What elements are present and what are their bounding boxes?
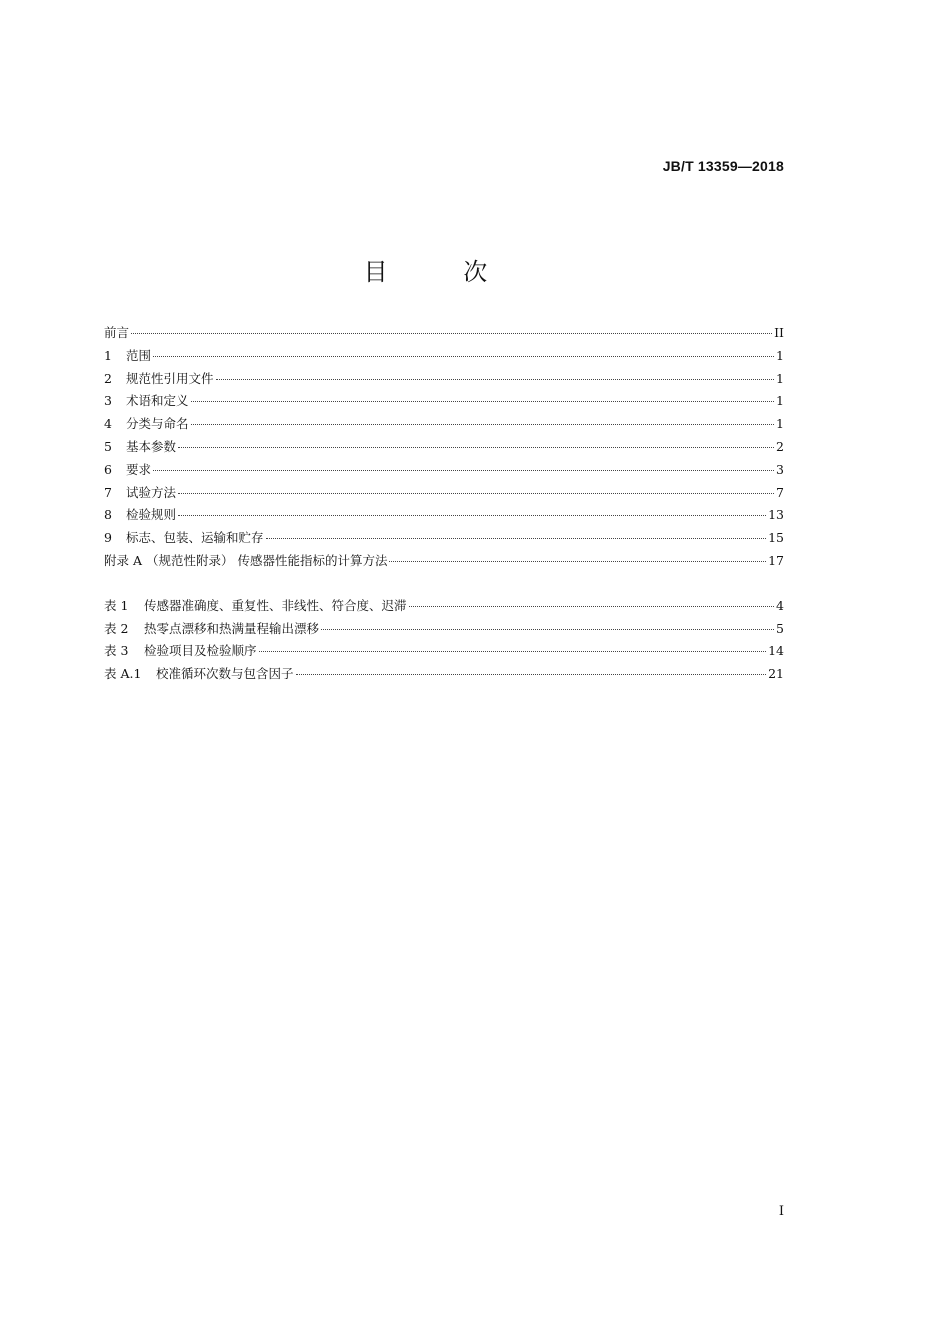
toc-table-number: 表 1 [104,597,129,613]
toc-leader-dots [153,466,774,471]
toc-table-entry-1[interactable] [104,595,784,618]
toc-entry-number: 1 [104,347,112,363]
page-title: 目 次 [363,258,522,286]
toc-entry-label: 范围 [126,347,152,363]
toc-entry-1[interactable] [104,345,784,368]
toc-leader-dots [389,557,766,562]
toc-entry-number: 9 [104,530,112,546]
toc-table-number: 表 A.1 [104,666,142,682]
page-number: I [778,1204,784,1219]
toc-leader-dots [153,352,774,357]
toc-spacer [104,573,784,595]
toc-entry-label: 附录 A （规范性附录） 传感器性能指标的计算方法 [104,552,388,568]
toc-entry-label: 校准循环次数与包含因子 [156,666,294,682]
toc-entry-2[interactable] [104,368,784,391]
toc-entry-foreword[interactable] [104,322,784,345]
toc-leader-dots [178,511,766,516]
toc-leader-dots [409,602,775,607]
toc-entry-label: 要求 [126,461,152,477]
toc-entry-page: 15 [768,530,784,546]
toc-entry-5[interactable] [104,436,784,459]
toc-entry-label: 标志、包装、运输和贮存 [126,530,264,546]
toc-entry-page: 21 [768,666,784,682]
toc-entry-page: 1 [776,393,784,409]
toc-entry-page: 2 [776,438,784,454]
toc-leader-dots [178,489,774,494]
toc-leader-dots [259,647,767,652]
toc-entry-appendix-a[interactable] [104,550,784,573]
toc-leader-dots [191,420,775,425]
toc-entry-label: 前言 [104,325,130,340]
toc-entry-page: 1 [776,347,784,363]
toc-entry-8[interactable] [104,504,784,527]
toc-entry-6[interactable] [104,459,784,482]
toc-entry-page: 17 [768,552,784,568]
toc-entry-number: 8 [104,507,112,523]
toc-entry-page: 5 [776,620,784,636]
toc-entry-page: 7 [776,484,784,500]
toc-entry-3[interactable] [104,390,784,413]
toc-entry-page: 13 [768,507,784,523]
toc-table-entry-2[interactable] [104,618,784,641]
toc-entry-page: 14 [768,643,784,659]
toc-entry-page: 1 [776,370,784,386]
toc-leader-dots [178,443,774,448]
toc-table-entry-a1[interactable] [104,663,784,686]
toc-entry-label: 传感器准确度、重复性、非线性、符合度、迟滞 [144,597,407,613]
toc-table-number: 表 3 [104,643,129,659]
standard-code: JB/T 13359—2018 [662,158,784,174]
toc-table-entry-3[interactable] [104,640,784,663]
toc-entry-number: 6 [104,461,112,477]
toc-entry-label: 规范性引用文件 [126,370,214,386]
toc-table-number: 表 2 [104,620,129,636]
toc-entry-label: 检验项目及检验顺序 [144,643,257,659]
toc-entry-label: 热零点漂移和热满量程输出漂移 [144,620,320,636]
toc-entry-label: 试验方法 [126,484,177,500]
toc-entry-label: 检验规则 [126,507,177,523]
toc-leader-dots [296,670,767,675]
toc-entry-label: 术语和定义 [126,393,189,409]
toc-leader-dots [321,625,774,630]
toc-leader-dots [191,397,775,402]
toc-entry-label: 基本参数 [126,438,177,454]
toc-entry-7[interactable] [104,482,784,505]
toc-leader-dots [216,375,775,380]
toc-leader-dots [131,329,772,334]
toc-entry-9[interactable] [104,527,784,550]
toc-entry-label: 分类与命名 [126,416,189,432]
table-of-contents [104,322,784,686]
toc-entry-number: 5 [104,438,112,454]
toc-leader-dots [266,534,767,539]
toc-entry-page: 4 [776,597,784,613]
toc-entry-number: 7 [104,484,112,500]
toc-entry-number: 2 [104,370,112,386]
toc-entry-page: 1 [776,416,784,432]
toc-entry-number: 3 [104,393,112,409]
toc-entry-4[interactable] [104,413,784,436]
toc-entry-page: II [774,325,784,340]
toc-entry-page: 3 [776,461,784,477]
toc-entry-number: 4 [104,416,112,432]
